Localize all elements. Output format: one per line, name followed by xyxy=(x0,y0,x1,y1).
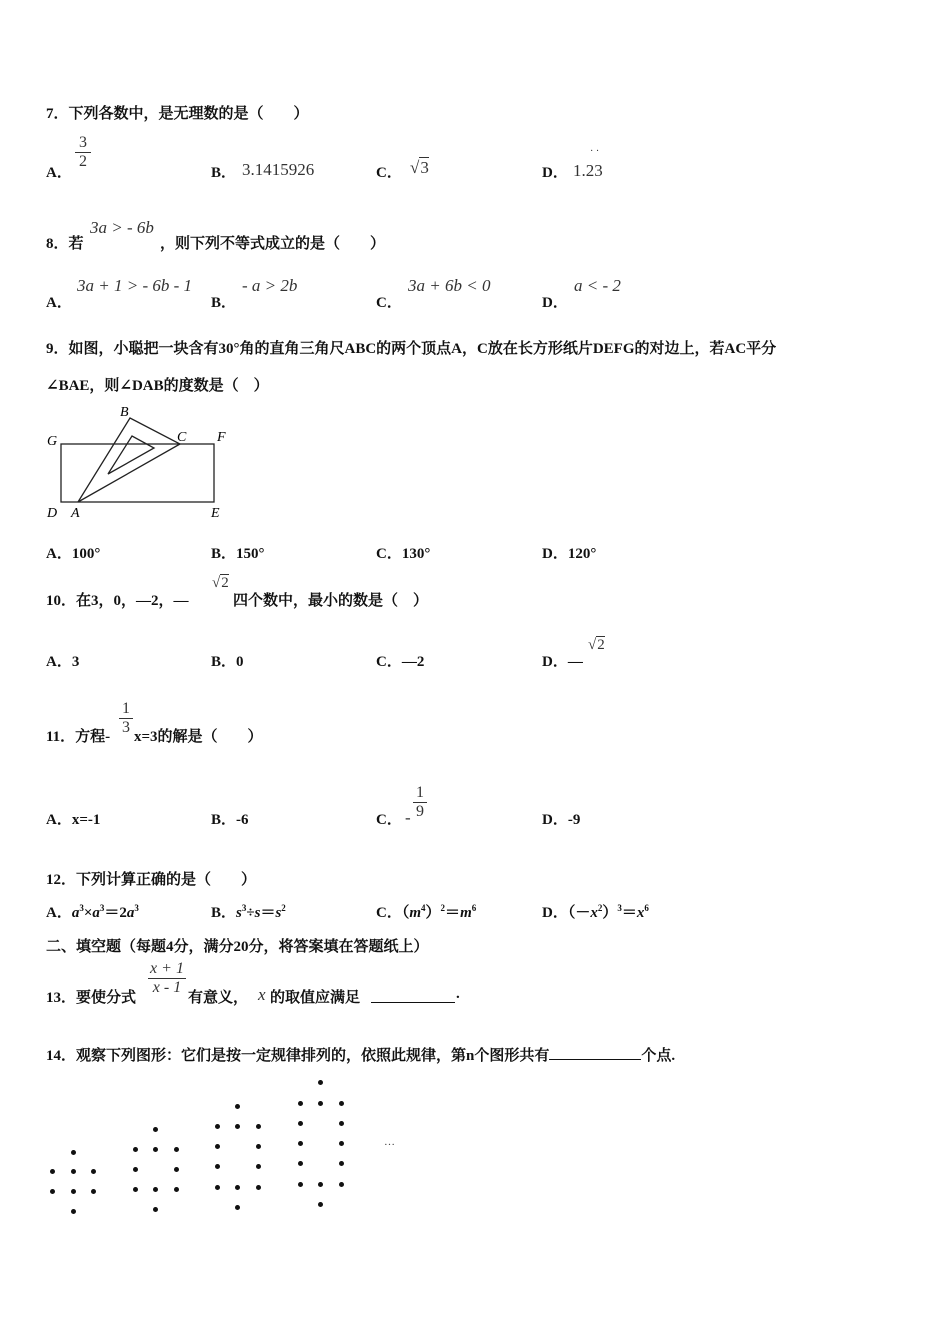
label-c: C xyxy=(177,430,187,445)
dot xyxy=(318,1101,323,1106)
q10-prefix: 10．在3，0，—2，— xyxy=(46,593,189,609)
dot xyxy=(153,1127,158,1132)
dot xyxy=(71,1169,76,1174)
q12-option-b: B．$s^3\div s=s^2$ xyxy=(211,903,286,921)
dot xyxy=(91,1189,96,1194)
q14-answer-blank[interactable] xyxy=(549,1045,641,1060)
sqrt-sign-icon: √ xyxy=(212,575,221,591)
dot xyxy=(215,1185,220,1190)
q13-fraction xyxy=(148,960,186,997)
label-g: G xyxy=(47,434,58,449)
q10-option-d-label: D．— xyxy=(542,654,583,670)
dot xyxy=(174,1147,179,1152)
q11-suffix: x=3的解是（ ） xyxy=(134,729,263,745)
q10-sqrt2 xyxy=(212,575,229,592)
q7-a-numerator: 3 xyxy=(79,134,87,151)
dot xyxy=(153,1147,158,1152)
dot xyxy=(215,1124,220,1129)
q8-option-c-value: 3a + 6b < 0 xyxy=(408,276,491,295)
q11-numerator: 1 xyxy=(122,700,130,717)
dot xyxy=(339,1161,344,1166)
dot xyxy=(71,1150,76,1155)
dot xyxy=(235,1104,240,1109)
q13-denominator: x - 1 xyxy=(148,978,186,997)
q7-option-d-value: 1.23 xyxy=(573,161,603,180)
q10-d-radicand: 2 xyxy=(597,637,605,653)
dot xyxy=(71,1189,76,1194)
q11-c-numerator: 1 xyxy=(416,784,424,801)
q12-option-a: A．$a^3\times a^3=2a^3$ xyxy=(46,903,139,921)
q12-c-label: C． xyxy=(376,905,402,921)
dot xyxy=(256,1185,261,1190)
dot xyxy=(235,1185,240,1190)
dot xyxy=(174,1187,179,1192)
dot xyxy=(339,1101,344,1106)
q10-suffix: 四个数中，最小的数是（ ） xyxy=(233,593,429,609)
q9-stem-line2: ∠BAE，则∠DAB的度数是（ ） xyxy=(46,378,269,394)
dot xyxy=(318,1080,323,1085)
q9-stem-line1: 9．如图，小聪把一块含有30°角的直角三角尺ABC的两个顶点A，C放在长方形纸片DEFG的对边上，若AC平分 xyxy=(46,341,777,357)
dot xyxy=(215,1144,220,1149)
q14-stem xyxy=(46,1044,675,1065)
label-a: A xyxy=(71,506,80,521)
dot xyxy=(174,1167,179,1172)
q8-option-b-label: B． xyxy=(211,295,237,311)
q14-n: n xyxy=(466,1048,475,1064)
q11-option-c-sign: - xyxy=(405,808,411,827)
q9-option-a: A．100° xyxy=(46,546,101,562)
q11-option-c-fraction xyxy=(413,784,427,821)
q13-answer-blank[interactable] xyxy=(371,986,455,1003)
q7-option-b-label: B． xyxy=(211,165,237,181)
dot xyxy=(235,1124,240,1129)
dot xyxy=(153,1207,158,1212)
q9-option-c: C．130° xyxy=(376,546,431,562)
q7-option-a-fraction xyxy=(75,134,91,171)
q8-suffix: ，则下列不等式成立的是（ ） xyxy=(160,236,386,252)
q9-figure xyxy=(40,400,240,525)
q13-mid: 有意义， xyxy=(188,990,249,1006)
q11-option-d: D．-9 xyxy=(542,812,581,828)
q13-suffix: 的取值应满足 xyxy=(270,990,361,1006)
dot xyxy=(256,1124,261,1129)
dot xyxy=(339,1141,344,1146)
label-e: E xyxy=(211,506,220,521)
q10-radicand: 2 xyxy=(221,575,229,591)
dot xyxy=(298,1141,303,1146)
q9-option-b: B．150° xyxy=(211,546,265,562)
q7-c-radicand: 3 xyxy=(420,158,429,177)
q13-variable: x xyxy=(258,985,266,1004)
q8-option-a-label: A． xyxy=(46,295,72,311)
q12-option-c: C．$(m^4)^2=m^6$ xyxy=(376,903,477,921)
q11-c-denominator: 9 xyxy=(413,802,427,821)
q8-condition: 3a > - 6b xyxy=(90,218,154,237)
sqrt-sign-icon: √ xyxy=(410,158,420,177)
dot xyxy=(133,1187,138,1192)
q12-b-label: B． xyxy=(211,905,237,921)
dot xyxy=(339,1182,344,1187)
section-2-heading: 二、填空题（每题4分，满分20分，将答案填在答题纸上） xyxy=(46,939,429,955)
q12-a-label: A． xyxy=(46,905,72,921)
q8-option-b-value: - a > 2b xyxy=(242,276,298,295)
q14-ellipsis: … xyxy=(384,1136,395,1148)
dot xyxy=(318,1182,323,1187)
q14-stem-b: 个图形共有 xyxy=(474,1048,550,1064)
q11-option-c-label: C． xyxy=(376,812,402,828)
q7-stem: 7．下列各数中，是无理数的是（ ） xyxy=(46,106,309,122)
q10-option-c: C．—2 xyxy=(376,654,425,670)
q12-d-label: D． xyxy=(542,905,568,921)
dot xyxy=(133,1147,138,1152)
dot xyxy=(50,1189,55,1194)
dot xyxy=(298,1121,303,1126)
dot xyxy=(153,1187,158,1192)
q11-option-a: A．x=-1 xyxy=(46,812,101,828)
sqrt-sign-icon: √ xyxy=(588,637,597,653)
label-d: D xyxy=(47,506,58,521)
q13-numerator: x + 1 xyxy=(150,960,184,977)
q11-denominator: 3 xyxy=(119,718,133,737)
q8-option-a-value: 3a + 1 > - 6b - 1 xyxy=(77,276,193,295)
q7-option-b-value: 3.1415926 xyxy=(242,160,315,179)
dot xyxy=(298,1161,303,1166)
q7-option-a-label: A． xyxy=(46,165,72,181)
dot xyxy=(50,1169,55,1174)
q11-option-b: B．-6 xyxy=(211,812,249,828)
q14-stem-a: 14．观察下列图形：它们是按一定规律排列的，依照此规律，第 xyxy=(46,1048,467,1064)
label-b: B xyxy=(120,405,129,420)
dot xyxy=(71,1209,76,1214)
triangle-abc xyxy=(78,418,180,502)
dot xyxy=(256,1164,261,1169)
q7-option-c-sqrt xyxy=(410,158,429,178)
q7-option-d-label: D． xyxy=(542,165,568,181)
dot xyxy=(133,1167,138,1172)
q10-option-d-sqrt xyxy=(588,637,605,654)
q12-stem: 12．下列计算正确的是（ ） xyxy=(46,872,257,888)
dot xyxy=(215,1164,220,1169)
q11-prefix: 11．方程- xyxy=(46,729,111,745)
q8-option-c-label: C． xyxy=(376,295,402,311)
dot xyxy=(298,1101,303,1106)
q7-option-c-label: C． xyxy=(376,165,402,181)
q11-fraction xyxy=(119,700,133,737)
q8-option-d-label: D． xyxy=(542,295,568,311)
q8-option-d-value: a < - 2 xyxy=(574,276,621,295)
q13-prefix: 13．要使分式 xyxy=(46,990,137,1006)
dot xyxy=(339,1121,344,1126)
dot xyxy=(91,1169,96,1174)
q10-option-b: B．0 xyxy=(211,654,244,670)
q8-prefix: 8．若 xyxy=(46,236,84,252)
dot xyxy=(298,1182,303,1187)
dot xyxy=(256,1144,261,1149)
q13-end: . xyxy=(456,986,460,1002)
q10-option-a: A．3 xyxy=(46,654,80,670)
q12-option-d: D．$(-x^2)^3=x^6$ xyxy=(542,903,649,921)
q7-a-denominator: 2 xyxy=(75,152,91,171)
label-f: F xyxy=(217,430,226,445)
q14-stem-c: 个点. xyxy=(641,1048,676,1064)
q9-option-d: D．120° xyxy=(542,546,597,562)
dot xyxy=(235,1205,240,1210)
q7-d-repeating-dots: · · xyxy=(590,146,600,157)
dot xyxy=(318,1202,323,1207)
